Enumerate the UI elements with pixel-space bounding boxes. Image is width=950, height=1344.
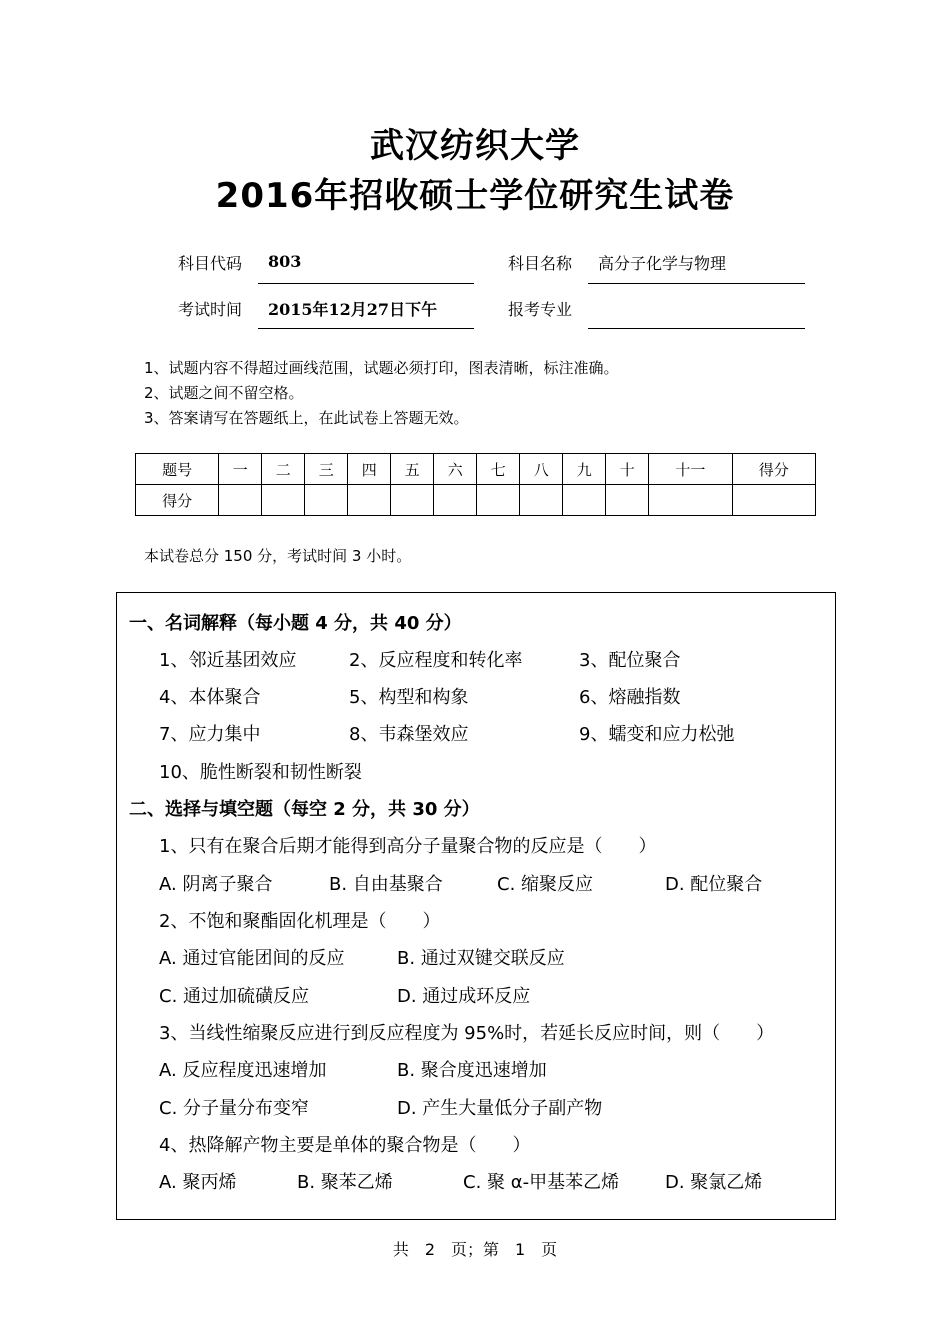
option: B. 聚合度迅速增加 bbox=[397, 1060, 547, 1081]
score-cell bbox=[434, 485, 477, 516]
note-line: 2、试题之间不留空格。 bbox=[144, 384, 304, 402]
option: C. 通过加硫磺反应 bbox=[159, 986, 310, 1007]
question-stem: 1、只有在聚合后期才能得到高分子量聚合物的反应是（ ） bbox=[159, 836, 657, 857]
note-line: 1、试题内容不得超过画线范围，试题必须打印，图表清晰，标注准确。 bbox=[144, 359, 619, 377]
question-stem: 3、当线性缩聚反应进行到反应程度为 95%时，若延长反应时间，则（ ） bbox=[159, 1023, 775, 1044]
option: B. 聚苯乙烯 bbox=[297, 1172, 393, 1193]
score-cell bbox=[520, 485, 563, 516]
major-underline bbox=[588, 328, 805, 329]
exam-time-label: 考试时间 bbox=[178, 300, 243, 319]
note-line: 3、答案请写在答题纸上，在此试卷上答题无效。 bbox=[144, 409, 469, 427]
university-title: 武汉纺织大学 bbox=[370, 126, 580, 166]
score-table-header-cell: 八 bbox=[520, 454, 563, 485]
option: C. 分子量分布变窄 bbox=[159, 1098, 310, 1119]
score-cell bbox=[732, 485, 815, 516]
score-cell bbox=[563, 485, 606, 516]
question-stem: 4、热降解产物主要是单体的聚合物是（ ） bbox=[159, 1135, 531, 1156]
subject-code-label: 科目代码 bbox=[178, 254, 243, 273]
option: B. 通过双键交联反应 bbox=[397, 948, 565, 969]
term-item: 4、本体聚合 bbox=[159, 687, 261, 708]
term-item: 5、构型和构象 bbox=[349, 687, 469, 708]
exam-time-value: 2015年12月27日下午 bbox=[268, 300, 438, 319]
section2-title: 二、选择与填空题（每空 2 分，共 30 分） bbox=[129, 799, 480, 820]
score-table-header-cell: 五 bbox=[391, 454, 434, 485]
score-table-header-cell: 四 bbox=[348, 454, 391, 485]
questions-box bbox=[116, 592, 836, 1220]
score-cell bbox=[649, 485, 732, 516]
option: A. 聚丙烯 bbox=[159, 1172, 237, 1193]
score-table-header-cell: 二 bbox=[262, 454, 305, 485]
section1-title: 一、名词解释（每小题 4 分，共 40 分） bbox=[129, 613, 462, 634]
score-table-header-cell: 七 bbox=[477, 454, 520, 485]
exam-title: 2016年招收硕士学位研究生试卷 bbox=[215, 176, 735, 216]
score-table-header-cell: 一 bbox=[219, 454, 262, 485]
score-cell bbox=[606, 485, 649, 516]
score-table-header-cell: 六 bbox=[434, 454, 477, 485]
term-item: 9、蠕变和应力松弛 bbox=[579, 724, 735, 745]
score-cell bbox=[219, 485, 262, 516]
option: D. 产生大量低分子副产物 bbox=[397, 1098, 603, 1119]
score-row-label: 得分 bbox=[136, 485, 219, 516]
option: B. 自由基聚合 bbox=[329, 874, 443, 895]
score-table-header-cell: 得分 bbox=[732, 454, 815, 485]
term-item: 2、反应程度和转化率 bbox=[349, 650, 523, 671]
score-table-header-cell: 十一 bbox=[649, 454, 732, 485]
subject-name-underline bbox=[588, 283, 805, 284]
exam-time-underline bbox=[258, 328, 474, 329]
term-item: 1、邻近基团效应 bbox=[159, 650, 297, 671]
subject-code-value: 803 bbox=[268, 252, 302, 271]
score-table-header-cell: 十 bbox=[606, 454, 649, 485]
score-cell bbox=[477, 485, 520, 516]
subject-name-value: 高分子化学与物理 bbox=[598, 254, 727, 273]
major-label: 报考专业 bbox=[508, 300, 573, 319]
option: C. 缩聚反应 bbox=[497, 874, 594, 895]
score-table-header-cell: 题号 bbox=[136, 454, 219, 485]
question-stem: 2、不饱和聚酯固化机理是（ ） bbox=[159, 911, 441, 932]
score-table-header-cell: 九 bbox=[563, 454, 606, 485]
page-footer: 共 2 页；第 1 页 bbox=[392, 1240, 558, 1259]
term-item: 6、熔融指数 bbox=[579, 687, 681, 708]
score-cell bbox=[348, 485, 391, 516]
option: A. 通过官能团间的反应 bbox=[159, 948, 345, 969]
term-item: 10、脆性断裂和韧性断裂 bbox=[159, 762, 362, 783]
total-score-note: 本试卷总分 150 分，考试时间 3 小时。 bbox=[144, 547, 412, 565]
score-cell bbox=[391, 485, 434, 516]
option: C. 聚 α-甲基苯乙烯 bbox=[463, 1172, 620, 1193]
option: D. 通过成环反应 bbox=[397, 986, 531, 1007]
subject-name-label: 科目名称 bbox=[508, 254, 573, 273]
term-item: 8、韦森堡效应 bbox=[349, 724, 469, 745]
option: A. 阴离子聚合 bbox=[159, 874, 273, 895]
option: D. 聚氯乙烯 bbox=[665, 1172, 763, 1193]
score-table bbox=[135, 453, 816, 516]
option: D. 配位聚合 bbox=[665, 874, 763, 895]
subject-code-underline bbox=[258, 283, 474, 284]
score-cell bbox=[262, 485, 305, 516]
score-table-header-cell: 三 bbox=[305, 454, 348, 485]
term-item: 7、应力集中 bbox=[159, 724, 261, 745]
score-table-header-row bbox=[136, 454, 816, 485]
score-cell bbox=[305, 485, 348, 516]
score-table-score-row bbox=[136, 485, 816, 516]
option: A. 反应程度迅速增加 bbox=[159, 1060, 327, 1081]
term-item: 3、配位聚合 bbox=[579, 650, 681, 671]
